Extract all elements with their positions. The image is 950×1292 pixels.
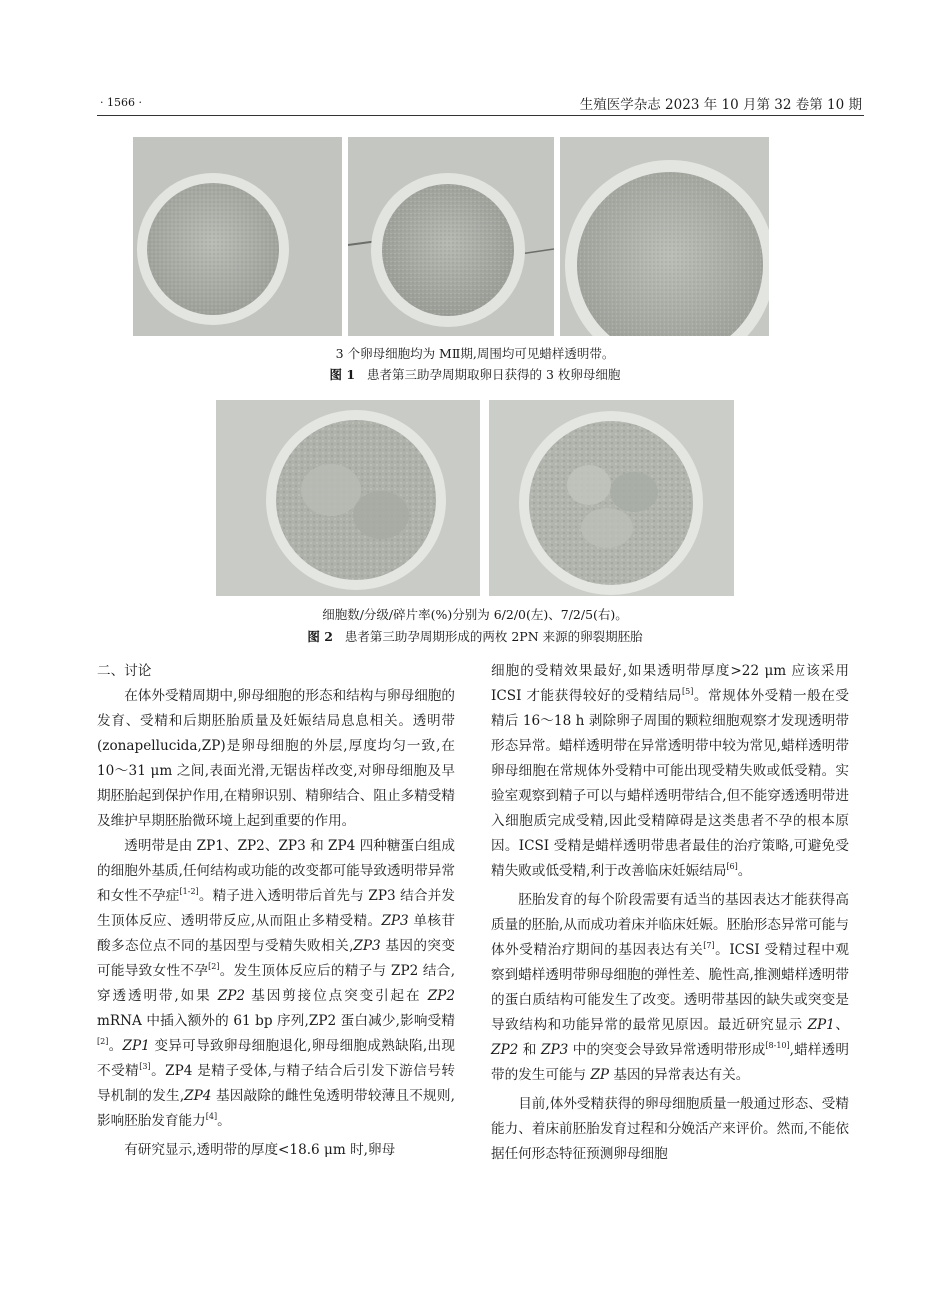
figure2-caption (0, 627, 950, 645)
header-rule (97, 115, 864, 116)
figure1-caption (0, 365, 950, 383)
ref-2: [2] (208, 962, 220, 971)
figure1-title: 患者第三助孕周期取卵日获得的 3 枚卵母细胞 (367, 367, 621, 382)
ref-3: [3] (139, 1062, 151, 1071)
ref-5: [5] (682, 687, 694, 696)
left-column (97, 659, 455, 1163)
figure1-label: 图 1 (329, 367, 356, 382)
figure2-note: 细胞数/分级/碎片率(%)分别为 6/2/0(左)、7/2/5(右)。 (322, 607, 628, 622)
figure2-title: 患者第三助孕周期形成的两枚 2PN 来源的卵裂期胚胎 (344, 629, 643, 644)
ref-8-10: [8-10] (765, 1041, 790, 1050)
right-column (491, 659, 849, 1167)
page-number: · 1566 · (100, 96, 142, 109)
section-heading: 二、讨论 (97, 663, 152, 679)
figure2-label: 图 2 (307, 629, 333, 644)
ref-1-2: [1-2] (179, 887, 199, 896)
journal-header: 生殖医学杂志 2023 年 10 月第 32 卷第 10 期 (579, 97, 862, 113)
ref-2b: [2] (97, 1037, 109, 1046)
ref-7: [7] (703, 941, 715, 950)
oocyte-photo-3 (560, 137, 769, 336)
figure1-note: 3 个卵母细胞均为 MⅡ期,周围均可见蜡样透明带。 (335, 346, 615, 361)
ref-4: [4] (205, 1112, 218, 1121)
left-paragraph-1: 在体外受精周期中,卵母细胞的形态和结构与卵母细胞的发育、受精和后期胚胎质量及妊娠结局息息相关。透明带(zonapellucida,ZP)是卵母细胞的外层,厚度均匀一致,在 10～31 μm 之间,表面光滑,无锯齿样改变,对卵母细胞及早期胚胎起到保护作用,在精卵识别、精卵结合、阻止多精受精及维护早期胚胎微环境上起到重要的作用。 (97, 688, 455, 829)
right-paragraph-3: 目前,体外受精获得的卵母细胞质量一般通过形态、受精能力、着床前胚胎发育过程和分娩活产来评价。然而,不能依据任何形态特征预测卵母细胞 (491, 1096, 849, 1162)
right-paragraph-1: 细胞的受精效果最好,如果透明带厚度>22 μm 应该采用 ICSI 才能获得较好的受精结局[5]。常规体外受精一般在受精后 16～18 h 剥除卵子周围的颗粒细胞观察才发现透明带形态异常。蜡样透明带在异常透明带中较为常见,蜡样透明带卵母细胞在常规体外受精中可能出现受精失败或低受精。实验室观察到精子可以与蜡样透明带结合,但不能穿透透明带进入细胞质完成受精,因此受精障碍是这类患者不孕的根本原因。ICSI 受精是蜡样透明带患者最佳的治疗策略,可避免受精失败或低受精,利于改善临床妊娠结局[6]。 (491, 663, 850, 879)
left-paragraph-3: 有研究显示,透明带的厚度<18.6 μm 时,卵母 (124, 1142, 396, 1158)
ref-6: [6] (726, 862, 738, 871)
oocyte-photo-2 (348, 137, 554, 336)
right-paragraph-2: 胚胎发育的每个阶段需要有适当的基因表达才能获得高质量的胚胎,从而成功着床并临床妊娠。胚胎形态异常可能与体外受精治疗期间的基因表达有关[7]。ICSI 受精过程中观察到蜡样透明带卵母细胞的弹性差、脆性高,推测蜡样透明带的蛋白质结构可能发生了改变。透明带基因的缺失或突变是导致结构和功能异常的最常见原因。最近研究显示 ZP1、ZP2 和 ZP3 中的突变会导致异常透明带形成[8-10],蜡样透明带的发生可能与 ZP 基因的异常表达有关。 (491, 892, 849, 1083)
left-paragraph-2: 透明带是由 ZP1、ZP2、ZP3 和 ZP4 四种糖蛋白组成的细胞外基质,任何结构或功能的改变都可能导致透明带异常和女性不孕症[1-2]。精子进入透明带后首先与 ZP3 结合并发生顶体反应、透明带反应,从而阻止多精受精。ZP3 单核苷酸多态位点不同的基因型与受精失败相关,ZP3 基因的突变可能导致女性不孕[2]。发生顶体反应后的精子与 ZP2 结合,穿透透明带,如果 ZP2 基因剪接位点突变引起在 ZP2 mRNA 中插入额外的 61 bp 序列,ZP2 蛋白减少,影响受精[2]。ZP1 变异可导致卵母细胞退化,卵母细胞成熟缺陷,出现不受精[3]。ZP4 是精子受体,与精子结合后引发下游信号转导机制的发生,ZP4 基因敲除的雌性兔透明带较薄且不规则,影响胚胎发育能力[4]。 (97, 838, 456, 1129)
oocyte-photo-1 (133, 137, 342, 336)
embryo-photo-left (216, 400, 480, 596)
embryo-photo-right (489, 400, 734, 596)
